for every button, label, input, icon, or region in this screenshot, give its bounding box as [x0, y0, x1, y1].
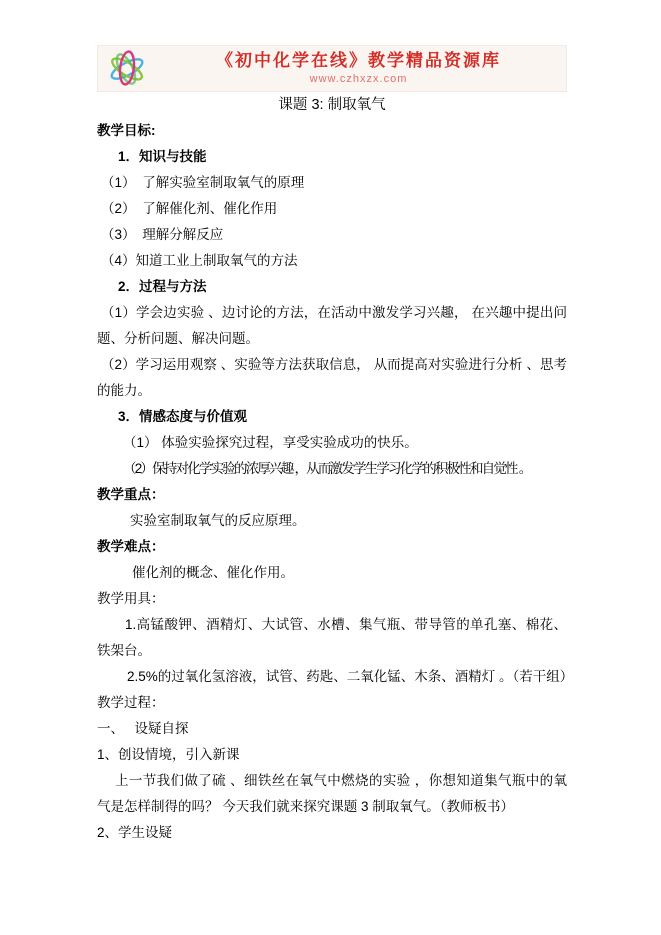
heading-teaching-goals: 教学目标: [97, 123, 156, 138]
heading-teaching-process: 教学过程： [97, 695, 165, 710]
goal-item-2-2: （2）学习运用观察 、实验等方法获取信息， 从而提高对实验进行分析 、思考的能力。 [97, 357, 567, 398]
section-attitude-values: 3．情感态度与价值观 [118, 409, 248, 424]
document-title: 课题 3: 制取氧气 [278, 97, 386, 113]
site-url: www.czhxzx.com [309, 72, 408, 85]
heading-difficult-points: 教学难点： [97, 539, 165, 554]
tools-item-2: 2.5%的过氧化氢溶液，试管、药匙、二氧化锰、木条、酒精灯 。（若干组） [127, 669, 574, 684]
section-process-methods: 2．过程与方法 [118, 279, 207, 294]
heading-key-points: 教学重点： [97, 487, 165, 502]
atom-logo-icon [103, 48, 151, 90]
tools-item-1: 1.高锰酸钾、酒精灯、大试管、水槽、集气瓶、带导管的单孔塞、棉花、铁架台。 [97, 617, 567, 658]
process-substep-1: 1、创设情境，引入新课 [97, 747, 240, 762]
goal-item-2-1: （1）学会边实验 、边讨论的方法，在活动中激发学习兴趣， 在兴趣中提出问题、分析问题、解决问题。 [97, 305, 567, 346]
site-banner [97, 45, 567, 92]
goal-item-3-2: （2）保持对化学实验的浓厚兴趣 ，从而激发学生学习化学的积极性和自觉性 。 [123, 461, 531, 476]
goal-item-1-4: （4）知道工业上制取氧气的方法 [101, 253, 298, 268]
goal-item-1-2: （2） 了解催化剂、催化作用 [101, 201, 278, 216]
difficult-points-text: 催化剂的概念、催化作用。 [132, 565, 294, 580]
site-title: 《初中化学在线》教学精品资源库 [216, 51, 501, 71]
heading-teaching-tools: 教学用具： [97, 591, 165, 606]
banner-text [151, 52, 566, 85]
goal-item-1-1: （1） 了解实验室制取氧气的原理 [101, 175, 305, 190]
section-knowledge-skills: 1．知识与技能 [118, 149, 207, 164]
goal-item-1-3: （3） 理解分解反应 [101, 227, 224, 242]
process-intro-paragraph: 上一节我们做了硫 、细铁丝在氧气中燃烧的实验 ，你想知道集气瓶中的氧气是怎样制得的吗？ 今天我们就来探究课题 3 制取氧气。（教师板书） [97, 773, 567, 814]
process-step-1: 一、 设疑自探 [97, 721, 189, 736]
key-points-text: 实验室制取氧气的反应原理。 [130, 513, 306, 528]
process-substep-2: 2、学生设疑 [97, 825, 173, 840]
goal-item-3-1: （1） 体验实验探究过程，享受实验成功的快乐。 [123, 435, 418, 450]
